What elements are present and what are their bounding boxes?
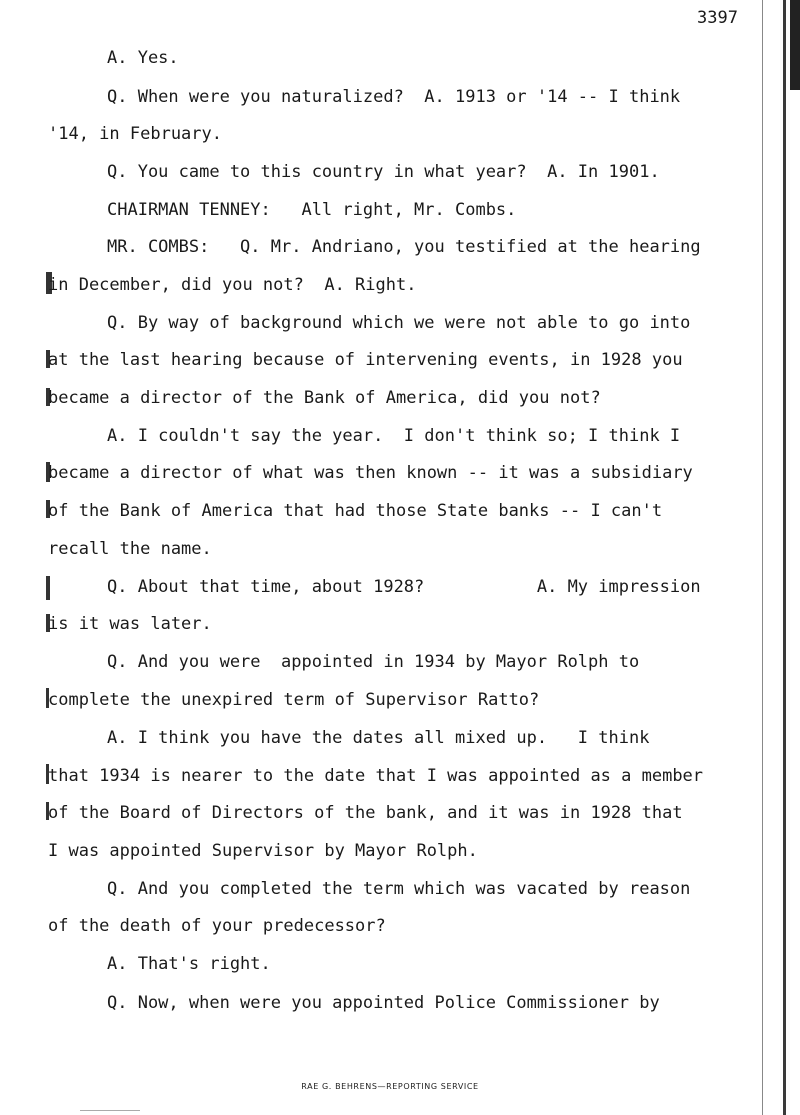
- transcript-line: of the Board of Directors of the bank, and it was in 1928 that: [48, 803, 683, 823]
- transcript-line: A. Yes.: [107, 48, 179, 68]
- transcript-line: Q. You came to this country in what year? A. In 1901.: [107, 162, 660, 182]
- transcript-line: recall the name.: [48, 539, 212, 559]
- transcript-line: Q. About that time, about 1928? A. My impression: [107, 577, 701, 597]
- footer-text: RAE G. BEHRENS—REPORTING SERVICE: [301, 1082, 479, 1091]
- transcript-line: Q. And you completed the term which was vacated by reason: [107, 879, 691, 899]
- transcript-line: in December, did you not? A. Right.: [48, 275, 417, 295]
- reporting-service-footer: [0, 1082, 800, 1091]
- transcript-line: Q. When were you naturalized? A. 1913 or '14 -- I think: [107, 87, 681, 107]
- transcript-line: CHAIRMAN TENNEY: All right, Mr. Combs.: [107, 200, 517, 220]
- transcript-line: complete the unexpired term of Supervisor Ratto?: [48, 690, 540, 710]
- transcript-line: at the last hearing because of intervening events, in 1928 you: [48, 350, 683, 370]
- transcript-line: that 1934 is nearer to the date that I was appointed as a member: [48, 766, 704, 786]
- transcript-line: A. I think you have the dates all mixed up. I think: [107, 728, 650, 748]
- transcript-line: MR. COMBS: Q. Mr. Andriano, you testified at the hearing: [107, 237, 701, 257]
- transcript-line: '14, in February.: [48, 124, 222, 144]
- page-edge-mark: [790, 0, 800, 90]
- transcript-line: A. I couldn't say the year. I don't think so; I think I: [107, 426, 681, 446]
- transcript-line: Q. And you were appointed in 1934 by Mayor Rolph to: [107, 652, 640, 672]
- bottom-rule: [80, 1110, 140, 1111]
- transcript-line: of the Bank of America that had those State banks -- I can't: [48, 501, 663, 521]
- transcript-line: became a director of what was then known -- it was a subsidiary: [48, 463, 693, 483]
- margin-rule: [762, 0, 763, 1115]
- transcript-line: Q. Now, when were you appointed Police Commissioner by: [107, 993, 660, 1013]
- transcript-line: I was appointed Supervisor by Mayor Rolph.: [48, 841, 478, 861]
- transcript-line: is it was later.: [48, 614, 212, 634]
- page-number: 3397: [697, 8, 738, 28]
- transcript-line: A. That's right.: [107, 954, 271, 974]
- transcript-line: Q. By way of background which we were not able to go into: [107, 313, 691, 333]
- transcript-line: of the death of your predecessor?: [48, 916, 386, 936]
- margin-mark: [46, 576, 50, 600]
- page-edge-shadow: [783, 0, 786, 1115]
- transcript-line: became a director of the Bank of America, did you not?: [48, 388, 601, 408]
